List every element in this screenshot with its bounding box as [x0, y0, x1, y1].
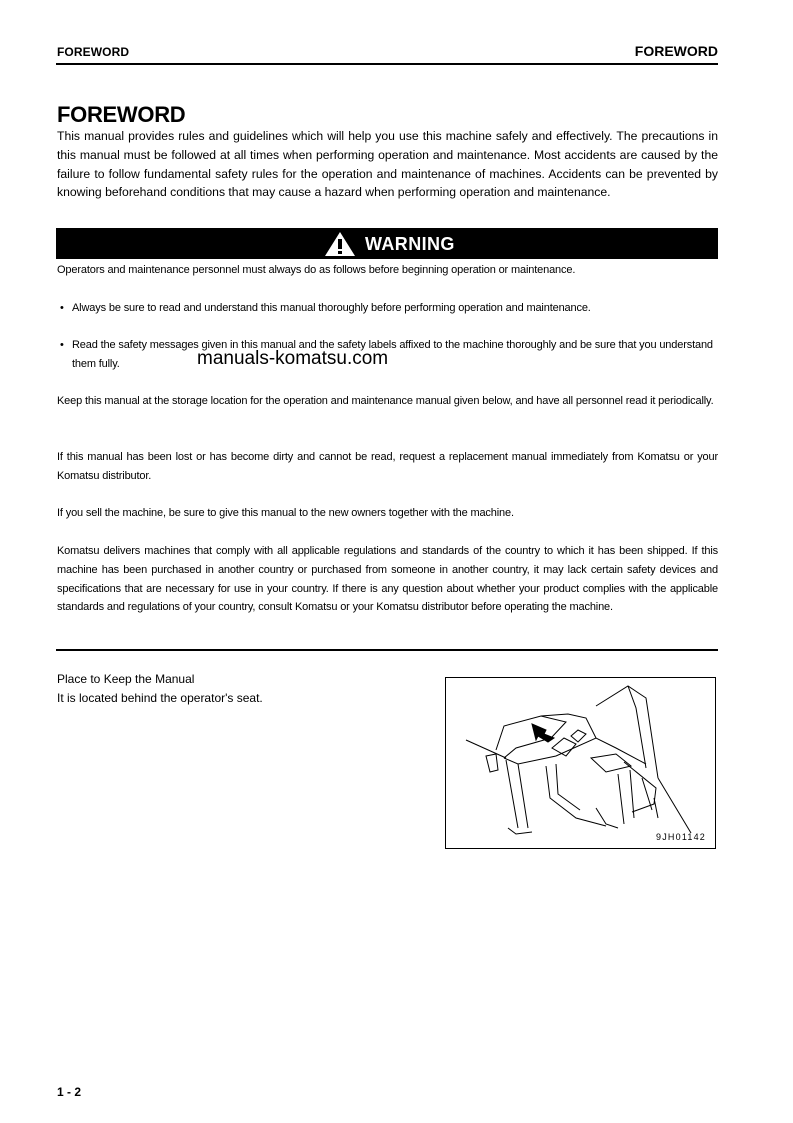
header-rule	[56, 63, 718, 65]
warning-label: WARNING	[365, 233, 455, 254]
figure-code: 9JH01142	[656, 832, 706, 842]
intro-paragraph: This manual provides rules and guidelines which will help you use this machine safely and effectively. The precautions in this manual must be followed at all times when performing operation and maintenance. Most accidents are caused by the failure to follow fundamental safety rules for the operation and maintenance of machines. Accidents can be prevented by knowing beforehand conditions that may cause a hazard when performing operation and maintenance.	[57, 129, 718, 200]
manual-location-text: It is located behind the operator's seat.	[57, 691, 263, 705]
section-rule	[56, 649, 718, 651]
warning-bullet-1	[57, 299, 718, 318]
running-header-right: FOREWORD	[634, 43, 718, 59]
manual-location-heading: Place to Keep the Manual	[57, 672, 195, 686]
warning-banner	[56, 228, 718, 259]
warning-banner-content	[324, 231, 455, 257]
running-header-left: FOREWORD	[57, 45, 130, 59]
operator-seat-drawing	[446, 678, 715, 848]
seat-illustration	[445, 677, 716, 849]
storage-paragraph: Keep this manual at the storage location for the operation and maintenance manual given below, and have all personnel read it periodically.	[57, 395, 714, 407]
page-number: 1 - 2	[57, 1085, 82, 1099]
warning-lead-text: Operators and maintenance personnel must always do as follows before beginning operation or maintenance.	[57, 264, 576, 276]
watermark-text: manuals-komatsu.com	[197, 348, 389, 369]
manual-location-section	[57, 670, 263, 708]
compliance-paragraph: Komatsu delivers machines that comply with all applicable regulations and standards of the country to which it has been shipped. If this machine has been purchased in another country or purchased from someone in another country, it may lack certain safety devices and specifications that are necessary for use in your country. If there is any question about whether your product complies with the applicable standards and regulations of your country, consult Komatsu or your Komatsu distributor before operating the machine.	[57, 545, 718, 614]
page-title: FOREWORD	[57, 102, 186, 127]
bullet-dot-icon: •	[60, 302, 64, 314]
bullet-dot-icon: •	[60, 339, 64, 351]
warning-triangle-icon	[324, 231, 356, 257]
replacement-paragraph: If this manual has been lost or has become dirty and cannot be read, request a replacement manual immediately from Komatsu or your Komatsu distributor.	[57, 451, 718, 482]
warning-bullet-2-text: Read the safety messages given in this manual and the safety labels affixed to the machine thoroughly and be sure that you understand them fully.	[72, 339, 713, 370]
warning-bullet-1-text: Always be sure to read and understand this manual thoroughly before performing operation and maintenance.	[72, 302, 591, 314]
resale-paragraph: If you sell the machine, be sure to give this manual to the new owners together with the machine.	[57, 507, 514, 519]
